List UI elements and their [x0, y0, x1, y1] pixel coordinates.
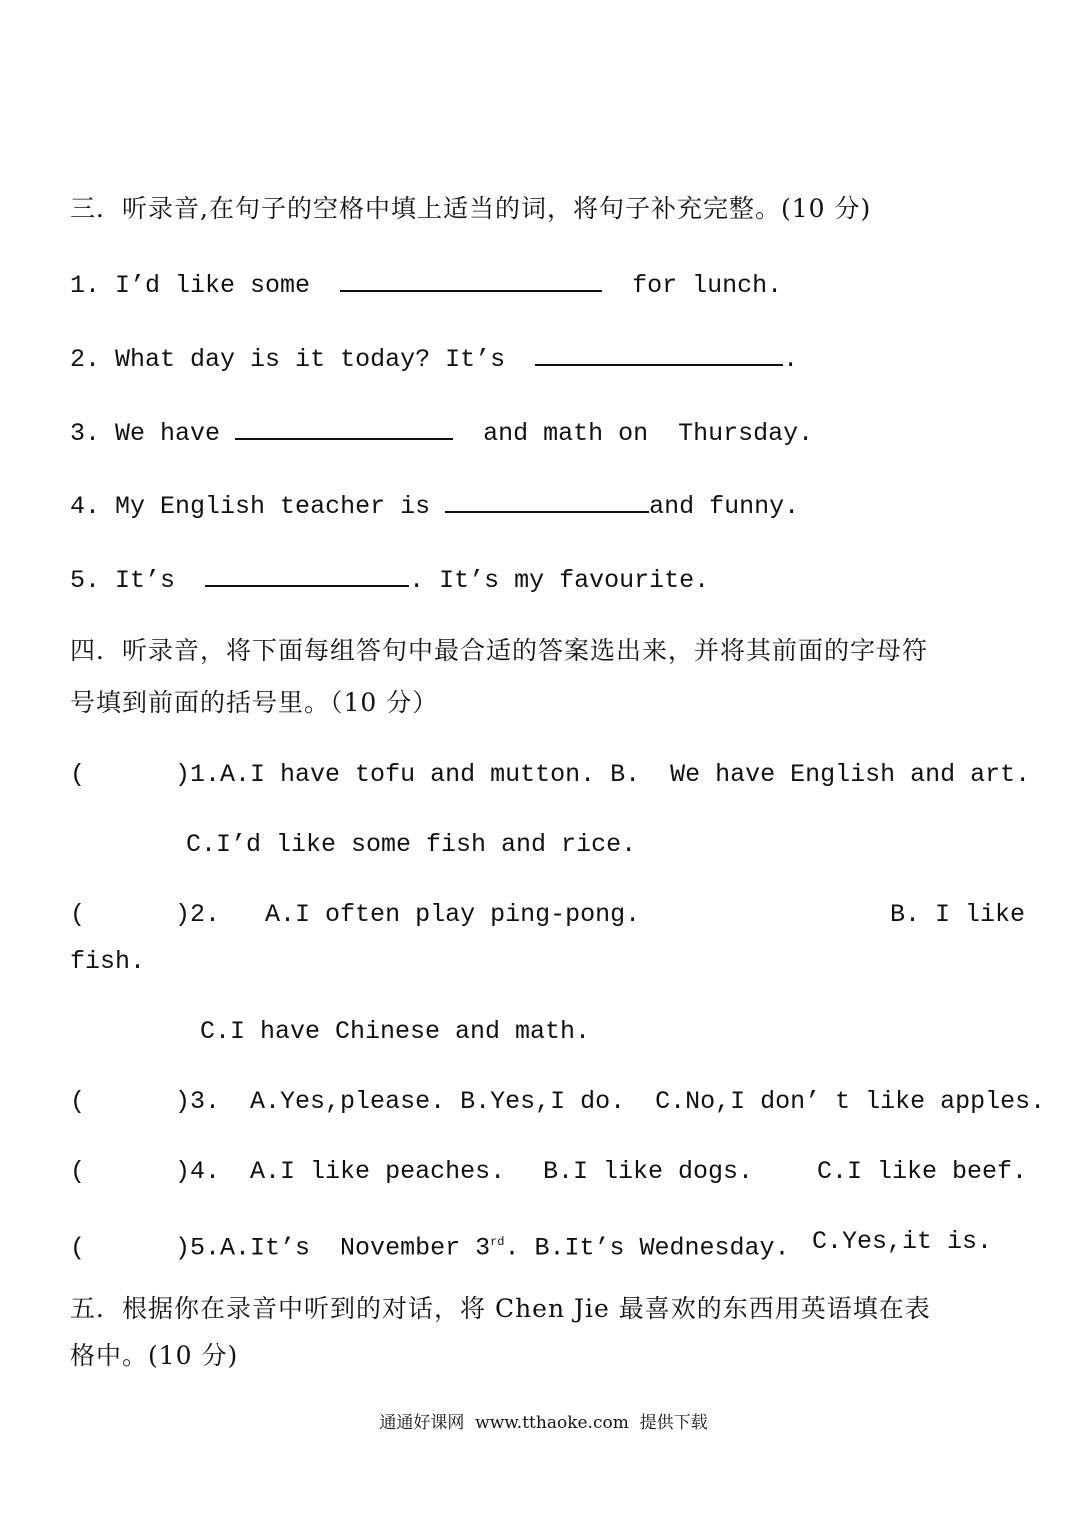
s3-item-5 [70, 561, 709, 598]
answer-bracket[interactable]: ( ) [70, 760, 191, 789]
item-number: 4. [70, 492, 101, 521]
item-text: I’d like some [115, 271, 311, 300]
answer-bracket[interactable]: ( ) [70, 900, 191, 929]
s4-question-2-option-b-cont: fish. [70, 947, 146, 976]
section5-heading-line2: 格中。(10 分) [70, 1341, 239, 1370]
s3-item-1 [70, 266, 782, 303]
item-number: 3. [70, 419, 101, 448]
item-text: . [783, 345, 799, 374]
s3-item-3 [70, 414, 813, 451]
question-text: 5.A.It’s November 3 [190, 1233, 491, 1263]
answer-blank[interactable] [340, 266, 602, 292]
item-text: and math on Thursday. [483, 419, 814, 448]
s4-question-4 [70, 1155, 505, 1189]
answer-bracket[interactable]: ( ) [70, 1233, 191, 1263]
item-text: What day is it today? It’s [115, 345, 506, 374]
s4-question-1-option-c: C.I’d like some fish and rice. [186, 830, 637, 859]
question-text: 1.A.I have tofu and mutton. B. We have English and art. [190, 760, 1031, 789]
item-text: for lunch. [632, 271, 783, 300]
item-text: and funny. [649, 492, 800, 521]
item-number: 1. [70, 271, 101, 300]
question-text: . B.It’s Wednesday. [504, 1233, 790, 1263]
question-text: 3. A.Yes,please. B.Yes,I do. C.No,I don’ t like apples. [190, 1087, 1046, 1116]
answer-blank[interactable] [535, 340, 783, 366]
s4-question-2-option-b: B. I like [890, 900, 1026, 929]
s4-question-3 [70, 1085, 1045, 1119]
section3-heading: 三．听录音,在句子的空格中填上适当的词，将句子补充完整。(10 分) [70, 194, 872, 223]
section5-heading-line1: 五．根据你在录音中听到的对话，将 Chen Jie 最喜欢的东西用英语填在表 [70, 1294, 931, 1323]
answer-blank[interactable] [235, 414, 453, 440]
s4-question-5-option-c: C.Yes,it is. [812, 1227, 993, 1256]
item-text: We have [115, 419, 221, 448]
item-text: It’s [115, 566, 176, 595]
s4-question-2-option-c: C.I have Chinese and math. [200, 1017, 591, 1046]
answer-bracket[interactable]: ( ) [70, 1157, 191, 1186]
section4-heading-line2: 号填到前面的括号里。（10 分） [70, 688, 439, 717]
s4-question-2 [70, 898, 640, 932]
item-number: 2. [70, 345, 101, 374]
answer-blank[interactable] [205, 561, 409, 587]
item-text: . It’s my favourite. [409, 566, 710, 595]
page-footer: 通通好课网 www.tthaoke.com 提供下载 [379, 1413, 708, 1433]
question-text: 2. A.I often play ping-pong. [190, 900, 641, 929]
s3-item-4 [70, 487, 799, 524]
section4-heading-line1: 四．听录音，将下面每组答句中最合适的答案选出来，并将其前面的字母符 [70, 636, 929, 665]
answer-blank[interactable] [445, 487, 649, 513]
s4-question-4-option-c: C.I like beef. [817, 1157, 1028, 1186]
item-number: 5. [70, 566, 101, 595]
s4-question-1 [70, 758, 1030, 792]
s4-question-5 [70, 1225, 790, 1265]
answer-bracket[interactable]: ( ) [70, 1087, 191, 1116]
s4-question-4-option-b: B.I like dogs. [543, 1157, 754, 1186]
s3-item-2 [70, 340, 798, 377]
question-text: 4. A.I like peaches. [190, 1157, 506, 1186]
item-text: My English teacher is [115, 492, 431, 521]
ordinal-suffix: rd [490, 1235, 505, 1249]
